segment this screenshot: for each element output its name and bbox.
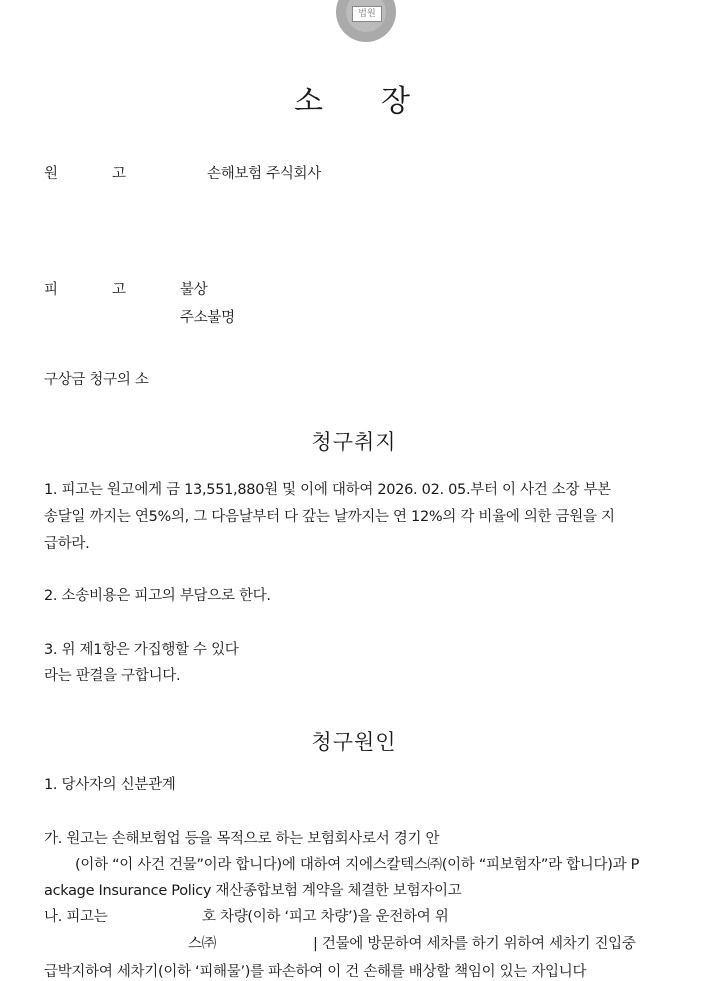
claim-item3: 3. 위 제1항은 가집행할 수 있다 xyxy=(44,642,239,658)
cause-heading: 청구원인 xyxy=(311,730,397,754)
claim-closing: 라는 판결을 구합니다. xyxy=(44,668,181,684)
defendant-label-1: 피 xyxy=(44,282,58,298)
cause-line4a: 나. 피고는 xyxy=(44,909,108,925)
cause-line5b: | 건물에 방문하여 세차를 하기 위하여 세차기 진입중 xyxy=(313,936,636,952)
case-name: 구상금 청구의 소 xyxy=(44,372,149,388)
plaintiff-label-1: 원 xyxy=(44,166,58,182)
defendant-name: 불상 xyxy=(180,282,208,298)
cause-section1: 1. 당사자의 신분관계 xyxy=(44,777,176,793)
plaintiff-name: 손해보험 주식회사 xyxy=(207,166,321,182)
claim-item1-line2: 송달일 까지는 연5%의, 그 다음날부터 다 갚는 날까지는 연 12%의 각 비율에 의한 금원을 지 xyxy=(44,509,615,525)
defendant-address: 주소불명 xyxy=(180,310,235,326)
seal-text: 법원 xyxy=(352,6,382,22)
court-seal xyxy=(330,0,402,42)
cause-line4b: 호 차량(이하 ‘피고 차량’)을 운전하여 위 xyxy=(202,909,449,925)
cause-line5a: 스㈜ xyxy=(188,936,216,952)
cause-line6: 급박지하여 세차기(이하 ‘피해물’)를 파손하여 이 건 손해를 배상할 책임이 있는 자입니다 xyxy=(44,964,587,980)
cause-line1: 가. 원고는 손해보험업 등을 목적으로 하는 보험회사로서 경기 안 xyxy=(44,831,440,847)
document-title: 소 장 xyxy=(293,84,415,119)
claim-heading: 청구취지 xyxy=(311,430,397,454)
claim-item1-line1: 1. 피고는 원고에게 금 13,551,880원 및 이에 대하여 2026. 02. 05.부터 이 사건 소장 부본 xyxy=(44,482,611,498)
defendant-label-2: 고 xyxy=(112,282,126,298)
claim-item1-line3: 급하라. xyxy=(44,536,90,552)
cause-line2: (이하 “이 사건 건물”이라 합니다)에 대하여 지에스칼텍스㈜(이하 “피보험자”라 합니다)과 P xyxy=(75,857,640,873)
cause-line3: ackage Insurance Policy 재산종합보험 계약을 체결한 보험자이고 xyxy=(44,883,462,899)
claim-item2: 2. 소송비용은 피고의 부담으로 한다. xyxy=(44,588,271,604)
plaintiff-label-2: 고 xyxy=(112,166,126,182)
